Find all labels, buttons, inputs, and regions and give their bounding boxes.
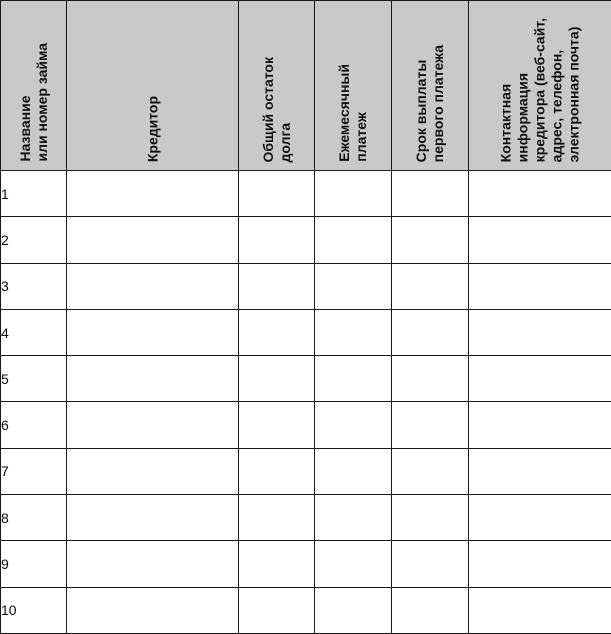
header-creditor-contact: [469, 1, 611, 171]
row-number-cell: 9: [1, 541, 67, 587]
total-balance-cell[interactable]: [239, 356, 315, 402]
creditor-cell[interactable]: [67, 263, 239, 309]
header-creditor-contact-line-2: информация: [514, 72, 531, 162]
first-payment-due-cell[interactable]: [392, 587, 469, 633]
table-row: [1, 356, 611, 402]
first-payment-due-cell[interactable]: [392, 356, 469, 402]
creditor-contact-cell[interactable]: [469, 587, 611, 633]
total-balance-cell[interactable]: [239, 587, 315, 633]
creditor-cell[interactable]: [67, 402, 239, 448]
creditor-cell[interactable]: [67, 587, 239, 633]
header-total-balance: [239, 1, 315, 171]
row-number-cell: 1: [1, 171, 67, 217]
header-loan-name-line-2: или номер займа: [33, 43, 50, 162]
row-number-cell: 8: [1, 495, 67, 541]
creditor-cell[interactable]: [67, 448, 239, 494]
monthly-payment-cell[interactable]: [315, 309, 392, 355]
header-creditor: [67, 1, 239, 171]
monthly-payment-cell[interactable]: [315, 263, 392, 309]
header-creditor-contact-line-5: электронная почта): [565, 26, 582, 162]
header-total-balance-line-2: долга: [276, 122, 293, 162]
monthly-payment-cell[interactable]: [315, 217, 392, 263]
creditor-cell[interactable]: [67, 495, 239, 541]
table-row: [1, 402, 611, 448]
table-body: [1, 171, 611, 634]
header-first-payment-due-line-1: Срок выплаты: [413, 59, 429, 162]
creditor-cell[interactable]: [67, 356, 239, 402]
monthly-payment-cell[interactable]: [315, 356, 392, 402]
header-first-payment-due-line-2: первого платежа: [430, 44, 446, 162]
row-number-cell: 4: [1, 309, 67, 355]
monthly-payment-cell[interactable]: [315, 448, 392, 494]
header-creditor-contact-line-4: адрес, телефон,: [548, 49, 565, 162]
creditor-cell[interactable]: [67, 171, 239, 217]
table-row: [1, 541, 611, 587]
first-payment-due-cell[interactable]: [392, 402, 469, 448]
monthly-payment-cell[interactable]: [315, 171, 392, 217]
row-number-cell: 5: [1, 356, 67, 402]
table-row: [1, 587, 611, 633]
total-balance-cell[interactable]: [239, 309, 315, 355]
header-monthly-payment-line-1: Ежемесячный: [336, 64, 352, 162]
table-row: [1, 309, 611, 355]
table-row: [1, 171, 611, 217]
header-monthly-payment: [315, 1, 392, 171]
total-balance-cell[interactable]: [239, 263, 315, 309]
table-row: [1, 448, 611, 494]
table-row: [1, 263, 611, 309]
header-monthly-payment-line-2: платеж: [353, 112, 369, 162]
header-creditor-contact-line-1: Контактная: [497, 83, 514, 162]
header-creditor-contact-line-3: кредитора (веб-сайт,: [531, 17, 548, 162]
first-payment-due-cell[interactable]: [392, 448, 469, 494]
creditor-contact-cell[interactable]: [469, 217, 611, 263]
creditor-contact-cell[interactable]: [469, 356, 611, 402]
row-number-cell: 3: [1, 263, 67, 309]
first-payment-due-cell[interactable]: [392, 171, 469, 217]
total-balance-cell[interactable]: [239, 217, 315, 263]
header-total-balance-line-1: Общий остаток: [259, 56, 276, 162]
total-balance-cell[interactable]: [239, 402, 315, 448]
creditor-contact-cell[interactable]: [469, 448, 611, 494]
creditor-contact-cell[interactable]: [469, 171, 611, 217]
total-balance-cell[interactable]: [239, 541, 315, 587]
header-first-payment-due: [392, 1, 469, 171]
total-balance-cell[interactable]: [239, 495, 315, 541]
header-creditor-line-1: Кредитор: [144, 95, 160, 162]
first-payment-due-cell[interactable]: [392, 495, 469, 541]
total-balance-cell[interactable]: [239, 171, 315, 217]
creditor-contact-cell[interactable]: [469, 263, 611, 309]
monthly-payment-cell[interactable]: [315, 495, 392, 541]
header-loan-name: [1, 1, 67, 171]
monthly-payment-cell[interactable]: [315, 402, 392, 448]
row-number-cell: 7: [1, 448, 67, 494]
creditor-contact-cell[interactable]: [469, 495, 611, 541]
creditor-contact-cell[interactable]: [469, 309, 611, 355]
first-payment-due-cell[interactable]: [392, 263, 469, 309]
first-payment-due-cell[interactable]: [392, 217, 469, 263]
first-payment-due-cell[interactable]: [392, 541, 469, 587]
table-row: [1, 217, 611, 263]
row-number-cell: 6: [1, 402, 67, 448]
total-balance-cell[interactable]: [239, 448, 315, 494]
creditor-contact-cell[interactable]: [469, 402, 611, 448]
creditor-contact-cell[interactable]: [469, 541, 611, 587]
creditor-cell[interactable]: [67, 309, 239, 355]
creditor-cell[interactable]: [67, 217, 239, 263]
row-number-cell: 2: [1, 217, 67, 263]
header-row: [1, 1, 611, 171]
header-loan-name-line-1: Название: [16, 95, 33, 162]
creditor-cell[interactable]: [67, 541, 239, 587]
monthly-payment-cell[interactable]: [315, 587, 392, 633]
monthly-payment-cell[interactable]: [315, 541, 392, 587]
first-payment-due-cell[interactable]: [392, 309, 469, 355]
table-row: [1, 495, 611, 541]
row-number-cell: 10: [1, 587, 67, 633]
